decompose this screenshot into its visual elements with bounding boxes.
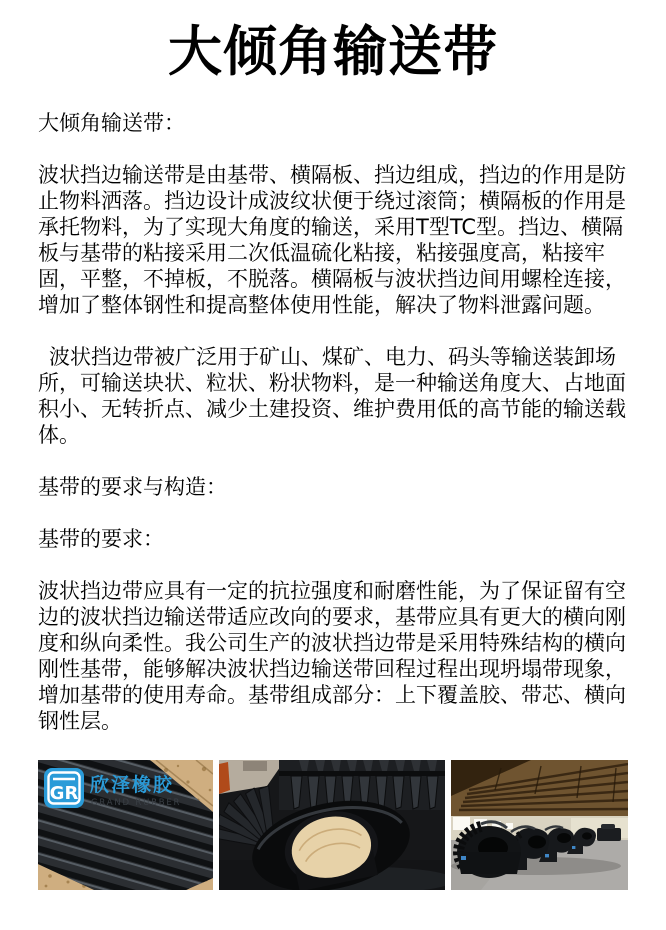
photo-factory-belt-row — [451, 760, 628, 890]
product-photo-row — [38, 760, 628, 890]
gr-monogram: GR — [49, 783, 79, 804]
article-body — [38, 110, 628, 734]
page-title: 大倾角输送带 — [168, 20, 498, 83]
photo-belt-loop-closeup — [219, 760, 445, 890]
paragraph-baseband-heading: 基带的要求与构造： — [38, 475, 227, 499]
paragraph-intro-label: 大倾角输送带： — [38, 111, 185, 135]
logo-brand-en: GRAND RUBBER — [91, 798, 182, 808]
paragraph-structure: 波状挡边输送带是由基带、横隔板、挡边组成，挡边的作用是防止物料洒落。挡边设计成波纹状便于绕过滚筒；横隔板的作用是承托物料，为了实现大角度的输送，采用T型TC型。挡边、横隔板与基带的粘接采用二次低温硫化粘接，粘接强度高，粘接牢固，平整，不掉板，不脱落。横隔板与波状挡边间用螺栓连接，增加了整体钢性和提高整体使用性能，解决了物料泄露问题。 — [38, 163, 626, 317]
paragraph-baseband-requirement-heading: 基带的要求： — [38, 527, 164, 551]
logo-brand-cn: 欣泽橡胶 — [90, 774, 175, 796]
paragraph-baseband-detail: 波状挡边带应具有一定的抗拉强度和耐磨性能，为了保证留有空边的波状挡边输送带适应改向的要求，基带应具有更大的横向刚度和纵向柔性。我公司生产的波状挡边带是采用特殊结构的横向刚性基带，能够解决波状挡边输送带回程过程出现坍塌带现象，增加基带的使用寿命。基带组成部分：上下覆盖胶、带芯、横向钢性层。 — [38, 579, 626, 733]
grand-rubber-logo — [44, 768, 181, 808]
photo-sidewall-belt-closeup — [38, 760, 213, 890]
paragraph-applications: 波状挡边带被广泛用于矿山、煤矿、电力、码头等输送装卸场所，可输送块状、粒状、粉状物料，是一种输送角度大、占地面积小、无转折点、减少土建投资、维护费用低的高节能的输送载体。 — [38, 345, 626, 447]
